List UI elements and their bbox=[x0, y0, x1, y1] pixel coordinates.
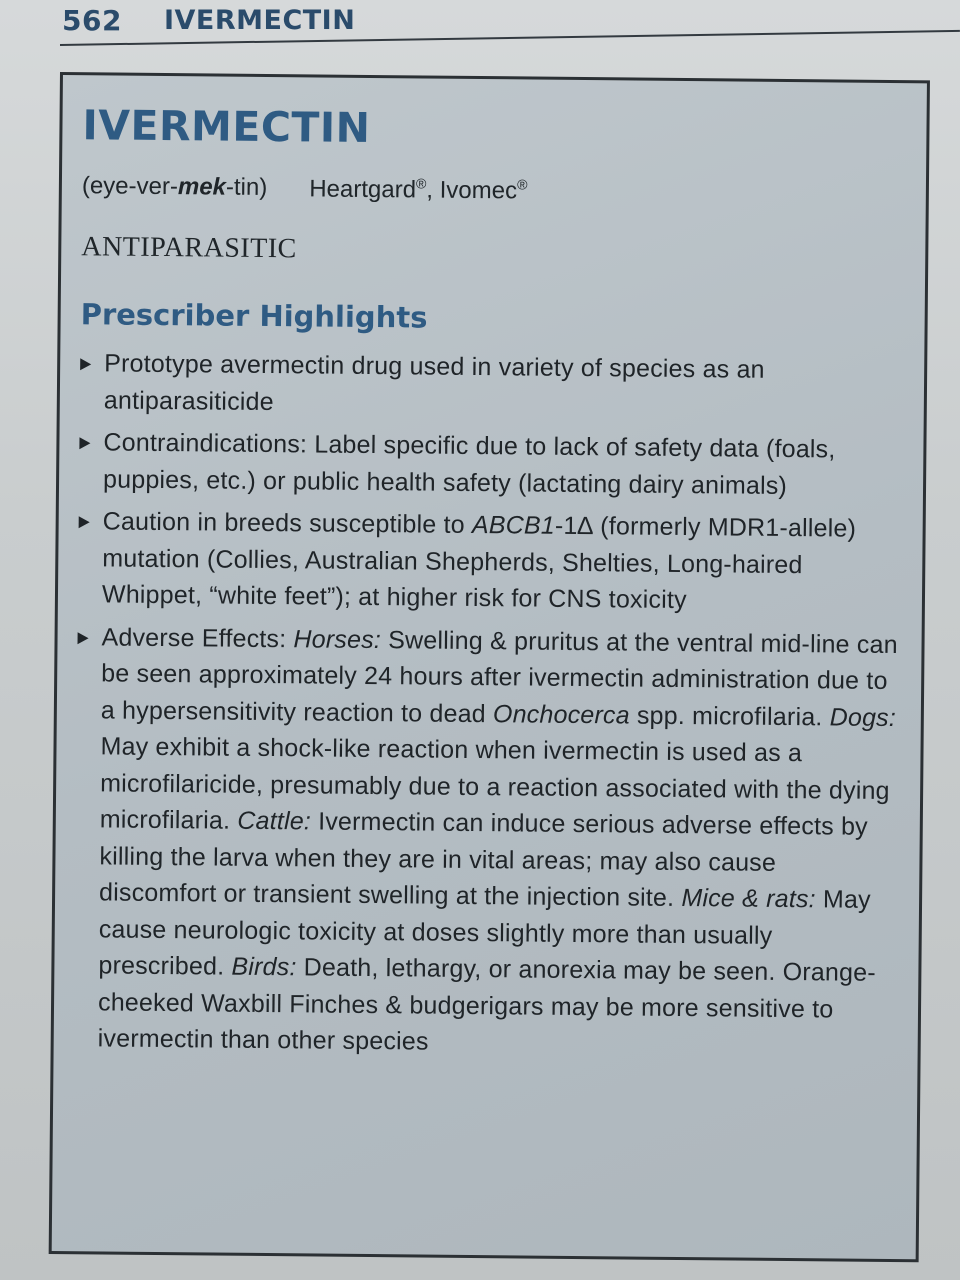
registered-mark: ® bbox=[416, 175, 427, 192]
monograph-box bbox=[49, 72, 930, 1262]
page-number: 562 bbox=[62, 3, 122, 37]
species-label-mice-rats: Mice & rats: bbox=[681, 884, 816, 914]
brand-names bbox=[309, 174, 527, 205]
highlight-item bbox=[80, 345, 905, 426]
highlights-list bbox=[74, 345, 905, 1064]
birds-text: Death, lethargy, or anorexia may be seen. Orange-cheeked Waxbill Finches & budgerigars may be more sensitive to ivermectin than other species bbox=[97, 953, 876, 1056]
bullet-icon bbox=[79, 437, 90, 449]
mice-text: May cause neurologic toxicity at doses slightly more than usually prescribed. bbox=[98, 885, 871, 981]
horses-text-end: spp. microfilaria. bbox=[629, 700, 830, 731]
monograph-content bbox=[73, 101, 906, 1070]
highlights-heading: Prescriber Highlights bbox=[80, 297, 428, 335]
running-title: IVERMECTIN bbox=[163, 4, 356, 36]
bullet-icon bbox=[80, 358, 91, 370]
brand-name-heartgard: Heartgard bbox=[309, 175, 417, 204]
highlight-item-adverse-effects bbox=[74, 619, 902, 1065]
genus-onchocerca: Onchocerca bbox=[492, 699, 630, 729]
gene-name: ABCB1 bbox=[471, 510, 556, 540]
brand-name-ivomec: Ivomec bbox=[439, 176, 518, 205]
species-label-dogs: Dogs: bbox=[829, 702, 897, 732]
subtitle-row bbox=[82, 172, 906, 209]
highlight-text: Contraindications: Label specific due to lack of safety data (foals, puppies, etc.) or public health safety (lactating dairy animals) bbox=[102, 428, 836, 500]
highlight-item bbox=[79, 424, 904, 505]
dogs-text: May exhibit a shock-like reaction when ivermectin is used as a microfilaricide, presumably due to a reaction associated with the dying microfilaria. bbox=[99, 732, 890, 835]
registered-mark: ® bbox=[517, 176, 528, 193]
drug-class: ANTIPARASITIC bbox=[81, 231, 297, 265]
highlight-text-post: -1∆ (formerly MDR1-allele) mutation (Collies, Australian Shepherds, Shelties, Long-haired Whippet, “white feet”); at higher risk for CNS toxicity bbox=[101, 511, 857, 615]
species-label-cattle: Cattle: bbox=[237, 806, 312, 836]
bullet-icon bbox=[79, 516, 90, 528]
species-label-birds: Birds: bbox=[231, 952, 297, 982]
highlight-text-pre: Caution in breeds susceptible to bbox=[102, 507, 473, 539]
bullet-icon bbox=[78, 632, 89, 644]
highlight-text: Prototype avermectin drug used in variety of species as an antiparasiticide bbox=[103, 349, 765, 416]
pronunciation-stress: mek bbox=[177, 173, 227, 201]
page-header bbox=[62, 0, 355, 40]
highlight-item bbox=[78, 503, 903, 620]
cattle-text: Ivermectin can induce serious adverse effects by killing the larva when they are in vital areas; may also cause discomfort or transient swelling at the injection site. bbox=[98, 807, 868, 913]
pronunciation-start: (eye-ver- bbox=[81, 172, 179, 201]
drug-title: IVERMECTIN bbox=[82, 101, 371, 152]
pronunciation bbox=[82, 172, 268, 203]
adverse-effects-lead: Adverse Effects: bbox=[101, 622, 294, 653]
species-label-horses: Horses: bbox=[293, 624, 382, 654]
horses-text: Swelling & pruritus at the ventral mid-line can be seen approximately 24 hours after ivermectin administration due to a hypersensitivity reaction to dead bbox=[100, 625, 898, 728]
pronunciation-end: -tin) bbox=[225, 173, 268, 201]
brand-separator: , bbox=[426, 176, 440, 204]
